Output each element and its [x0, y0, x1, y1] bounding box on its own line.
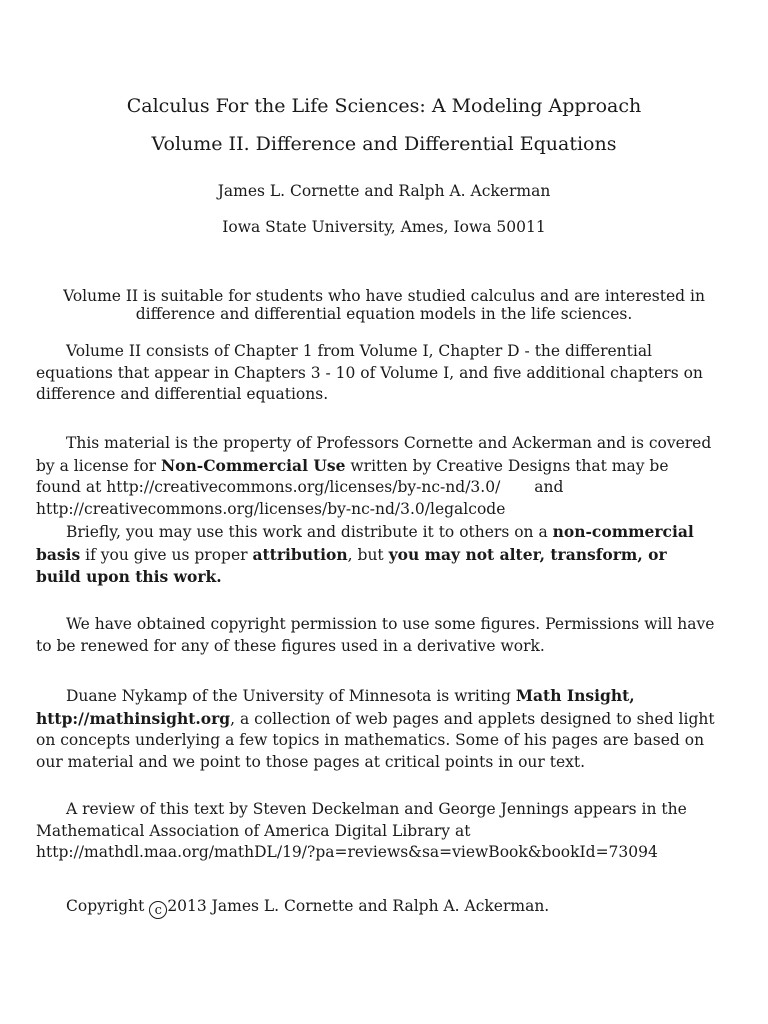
- bold-text: build upon this work.: [36, 567, 222, 587]
- paragraph-permission: [36, 614, 732, 657]
- bold-text: attribution: [252, 544, 348, 564]
- bold-text: Math Insight,: [515, 686, 635, 705]
- document-title: Calculus For the Life Sciences: A Modeling Approach: [126, 95, 642, 117]
- authors-line: James L. Cornette and Ralph A. Ackerman: [217, 182, 551, 200]
- paragraph-line: our material and we point to those pages at critical points in our text.: [36, 753, 586, 772]
- paragraph-line: to be renewed for any of these figures used in a derivative work.: [36, 636, 545, 655]
- abstract: [36, 287, 732, 323]
- copyright-icon: c: [149, 901, 167, 919]
- paragraph-line: This material is the property of Professors Cornette and Ackerman and is covered: [66, 434, 712, 452]
- bold-text: you may not alter, transform, or: [388, 544, 667, 564]
- license-url: found at http://creativecommons.org/licenses/by-nc-nd/3.0/: [36, 478, 501, 497]
- text-run: and: [534, 478, 564, 497]
- bold-text: non-commercial: [552, 521, 694, 541]
- paragraph-contents: [36, 341, 732, 406]
- copyright-prefix: Copyright: [66, 897, 150, 915]
- paragraph-math-insight: [36, 685, 732, 774]
- paragraph-license: [36, 433, 732, 588]
- paragraph-review: [36, 799, 732, 864]
- text-run: by a license for: [36, 456, 161, 475]
- paragraph-line: We have obtained copyright permission to use some figures. Permissions will have: [66, 615, 715, 633]
- document-subtitle: Volume II. Difference and Differential Equations: [151, 133, 617, 155]
- bold-text: basis: [36, 544, 81, 564]
- paragraph-line: Mathematical Association of America Digital Library at: [36, 821, 471, 840]
- text-run: written by Creative Designs that may be: [345, 456, 669, 475]
- paragraph-line: Volume II consists of Chapter 1 from Volume I, Chapter D - the differential: [66, 342, 653, 360]
- review-url: http://mathdl.maa.org/mathDL/19/?pa=reviews&sa=viewBook&bookId=73094: [36, 843, 658, 862]
- text-run: Briefly, you may use this work and distribute it to others on a: [66, 522, 553, 541]
- paragraph-line: A review of this text by Steven Deckelman and George Jennings appears in the: [66, 800, 687, 818]
- paragraph-line: equations that appear in Chapters 3 - 10 of Volume I, and five additional chapters on: [36, 363, 703, 382]
- paragraph-line: difference and differential equations.: [36, 385, 329, 404]
- text-run: , a collection of web pages and applets designed to shed light: [230, 709, 715, 728]
- paragraph-line: on concepts underlying a few topics in mathematics. Some of his pages are based on: [36, 731, 705, 750]
- copyright-notice: [36, 896, 732, 919]
- text-run: if you give us proper: [80, 545, 253, 564]
- text-run: , but: [347, 545, 389, 564]
- text-run: Duane Nykamp of the University of Minnesota is writing: [66, 687, 516, 705]
- legalcode-url: http://creativecommons.org/licenses/by-nc-nd/3.0/legalcode: [36, 500, 506, 519]
- affiliation-line: Iowa State University, Ames, Iowa 50011: [222, 218, 546, 236]
- abstract-line: Volume II is suitable for students who have studied calculus and are interested in: [63, 287, 705, 305]
- mathinsight-url: http://mathinsight.org: [36, 708, 231, 728]
- abstract-line: difference and differential equation models in the life sciences.: [135, 305, 633, 323]
- bold-text: Non-Commercial Use: [160, 455, 346, 475]
- copyright-text: 2013 James L. Cornette and Ralph A. Ackerman.: [167, 897, 550, 915]
